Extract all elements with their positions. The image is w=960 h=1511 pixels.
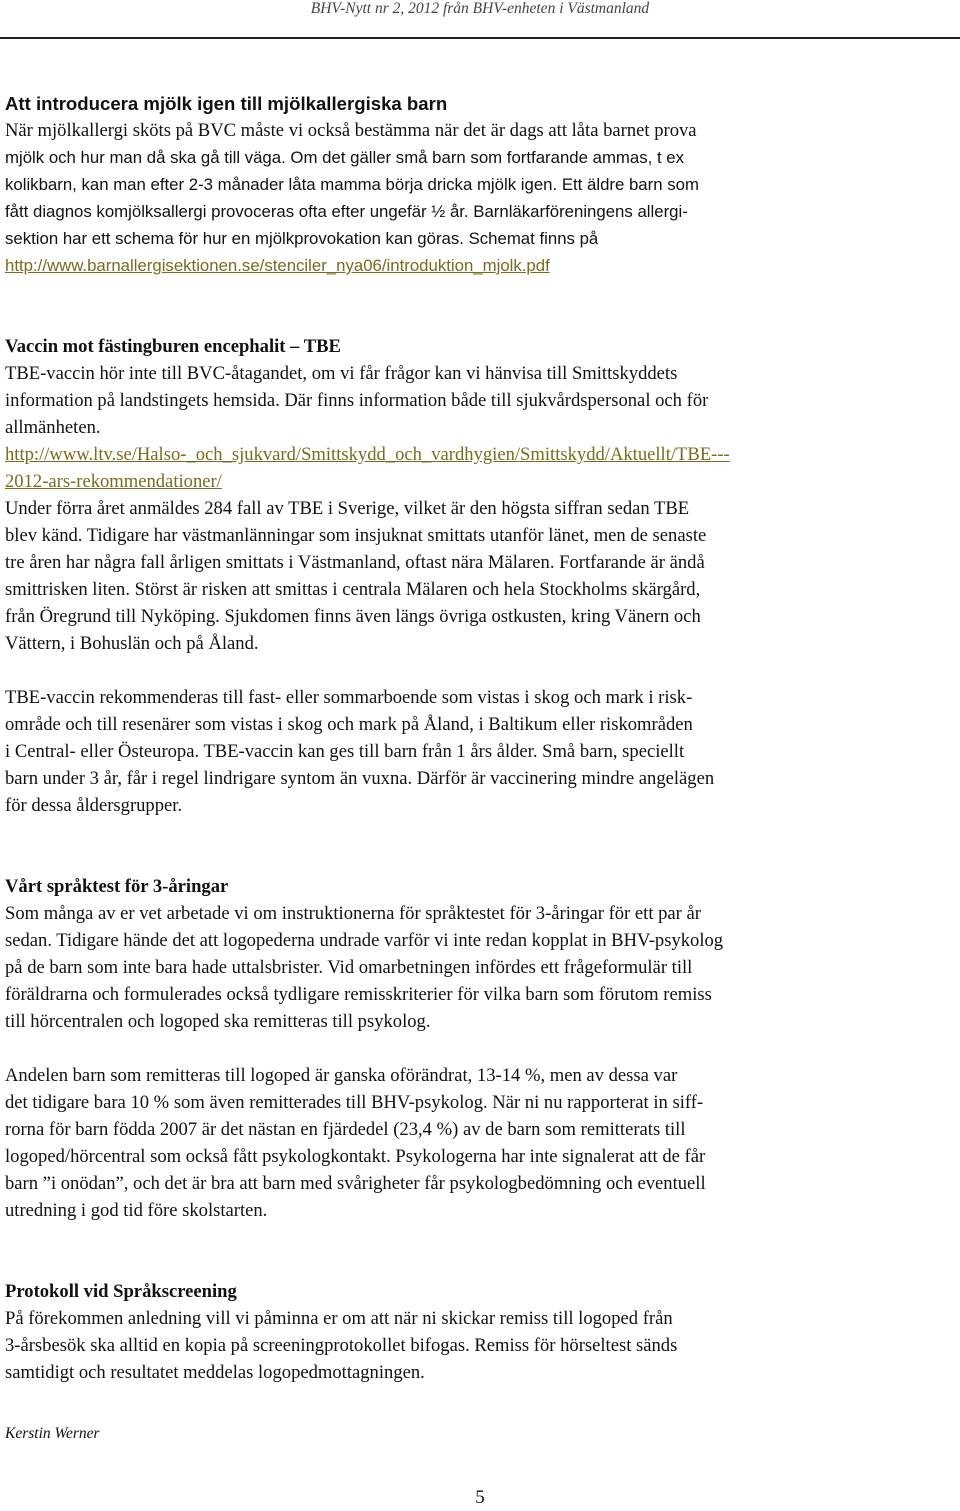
section-language-test xyxy=(5,873,945,1224)
milk-line-1: När mjölkallergi sköts på BVC måste vi också bestämma när det är dags att låta barnet prova xyxy=(5,120,697,141)
tbe-p3-line-2: område och till resenärer som vistas i skog och mark på Åland, i Baltikum eller riskområden xyxy=(5,714,693,735)
tbe-line-2: information på landstingets hemsida. Där finns information både till sjukvårdspersonal och för xyxy=(5,390,709,411)
lang-p2-line-3: rorna för barn födda 2007 är det nästan en fjärdedel (23,4 %) av de barn som remitterats till xyxy=(5,1119,686,1140)
tbe-p2-line-4: smittrisken liten. Störst är risken att smittas i centrala Mälaren och hela Stockholms skärgård, xyxy=(5,579,701,600)
lang-p1-line-3: på de barn som inte bara hade uttalsbrister. Vid omarbetningen infördes ett frågeformulär till xyxy=(5,957,693,978)
tbe-p2-line-3: tre åren har några fall årligen smittats i Västmanland, oftast nära Mälaren. Fortfarande är ändå xyxy=(5,552,705,573)
lang-p2-line-1: Andelen barn som remitteras till logoped är ganska oförändrat, 13-14 %, men av dessa var xyxy=(5,1065,678,1086)
lang-p1-line-2: sedan. Tidigare hände det att logopederna undrade varför vi inte redan kopplat in BHV-psykolog xyxy=(5,930,724,951)
running-header: BHV-Nytt nr 2, 2012 från BHV-enheten i Västmanland xyxy=(310,0,650,17)
protocol-line-2: 3-årsbesök ska alltid en kopia på screeningprotokollet bifogas. Remiss för hörseltest sänds xyxy=(5,1335,678,1356)
section-tbe xyxy=(5,333,945,819)
tbe-p2-line-1: Under förra året anmäldes 284 fall av TBE i Sverige, vilket är den högsta siffran sedan TBE xyxy=(5,498,690,519)
milk-line-2: mjölk och hur man då ska gå till väga. Om det gäller små barn som fortfarande ammas, t ex xyxy=(5,148,685,167)
author-signature: Kerstin Werner xyxy=(5,1425,100,1442)
tbe-p2-line-5: från Öregrund till Nyköping. Sjukdomen finns även längs övriga ostkusten, kring Vänern och xyxy=(5,606,701,627)
milk-line-5: sektion har ett schema för hur en mjölkprovokation kan göras. Schemat finns på xyxy=(5,229,599,248)
lang-p2-line-4: logoped/hörcentral som också fått psykologkontakt. Psykologerna har inte signalerat att de får xyxy=(5,1146,706,1167)
lang-p1-line-5: till hörcentralen och logoped ska remitteras till psykolog. xyxy=(5,1011,431,1032)
tbe-p2-line-6: Vättern, i Bohuslän och på Åland. xyxy=(5,633,259,654)
protocol-line-3: samtidigt och resultatet meddelas logopedmottagningen. xyxy=(5,1362,425,1383)
lang-p2-line-5: barn ”i onödan”, och det är bra att barn med svårigheter får psykologbedömning och eventuell xyxy=(5,1173,706,1194)
milk-line-3: kolikbarn, kan man efter 2-3 månader låta mamma börja dricka mjölk igen. Ett äldre barn som xyxy=(5,175,699,194)
section-protocol xyxy=(5,1278,945,1386)
section-heading-language: Vårt språktest för 3-åringar xyxy=(5,876,229,897)
milk-provocation-link[interactable]: http://www.barnallergisektionen.se/stenciler_nya06/introduktion_mjolk.pdf xyxy=(5,256,550,275)
section-heading-milk: Att introducera mjölk igen till mjölkallergiska barn xyxy=(5,93,448,114)
tbe-p3-line-3: i Central- eller Östeuropa. TBE-vaccin kan ges till barn från 1 års ålder. Små barn, speciellt xyxy=(5,741,685,762)
page-number: 5 xyxy=(475,1487,485,1508)
lang-p2-line-6: utredning i god tid före skolstarten. xyxy=(5,1200,268,1221)
tbe-link-line-1[interactable]: http://www.ltv.se/Halso-_och_sjukvard/Smittskydd_och_vardhygien/Smittskydd/Aktuellt/TBE--- xyxy=(5,444,730,465)
tbe-link-line-2[interactable]: 2012-ars-rekommendationer/ xyxy=(5,471,222,492)
milk-line-4: fått diagnos komjölksallergi provoceras ofta efter ungefär ½ år. Barnläkarföreningens allergi- xyxy=(5,202,688,221)
lang-p1-line-4: föräldrarna och formulerades också tydligare remisskriterier för vilka barn som förutom remiss xyxy=(5,984,712,1005)
tbe-p3-line-1: TBE-vaccin rekommenderas till fast- eller sommarboende som vistas i skog och mark i risk- xyxy=(5,687,693,708)
header-rule xyxy=(0,37,960,39)
protocol-line-1: På förekommen anledning vill vi påminna er om att när ni skickar remiss till logoped från xyxy=(5,1308,673,1329)
article-body xyxy=(5,90,945,1463)
tbe-line-1: TBE-vaccin hör inte till BVC-åtagandet, om vi får frågor kan vi hänvisa till Smittskyddets xyxy=(5,363,678,384)
tbe-p2-line-2: blev känd. Tidigare har västmanlänningar som insjuknat smittats utanför länet, men de senaste xyxy=(5,525,707,546)
section-heading-protocol: Protokoll vid Språkscreening xyxy=(5,1281,237,1302)
section-heading-tbe: Vaccin mot fästingburen encephalit – TBE xyxy=(5,336,341,357)
tbe-p3-line-4: barn under 3 år, får i regel lindrigare syntom än vuxna. Därför är vaccinering mindre angelägen xyxy=(5,768,715,789)
section-milk-allergy xyxy=(5,90,945,279)
tbe-p3-line-5: för dessa åldersgrupper. xyxy=(5,795,183,816)
tbe-line-3: allmänheten. xyxy=(5,417,101,438)
lang-p1-line-1: Som många av er vet arbetade vi om instruktionerna för språktestet för 3-åringar för ett par år xyxy=(5,903,701,924)
lang-p2-line-2: det tidigare bara 10 % som även remitterades till BHV-psykolog. När ni nu rapporterat in siff- xyxy=(5,1092,704,1113)
